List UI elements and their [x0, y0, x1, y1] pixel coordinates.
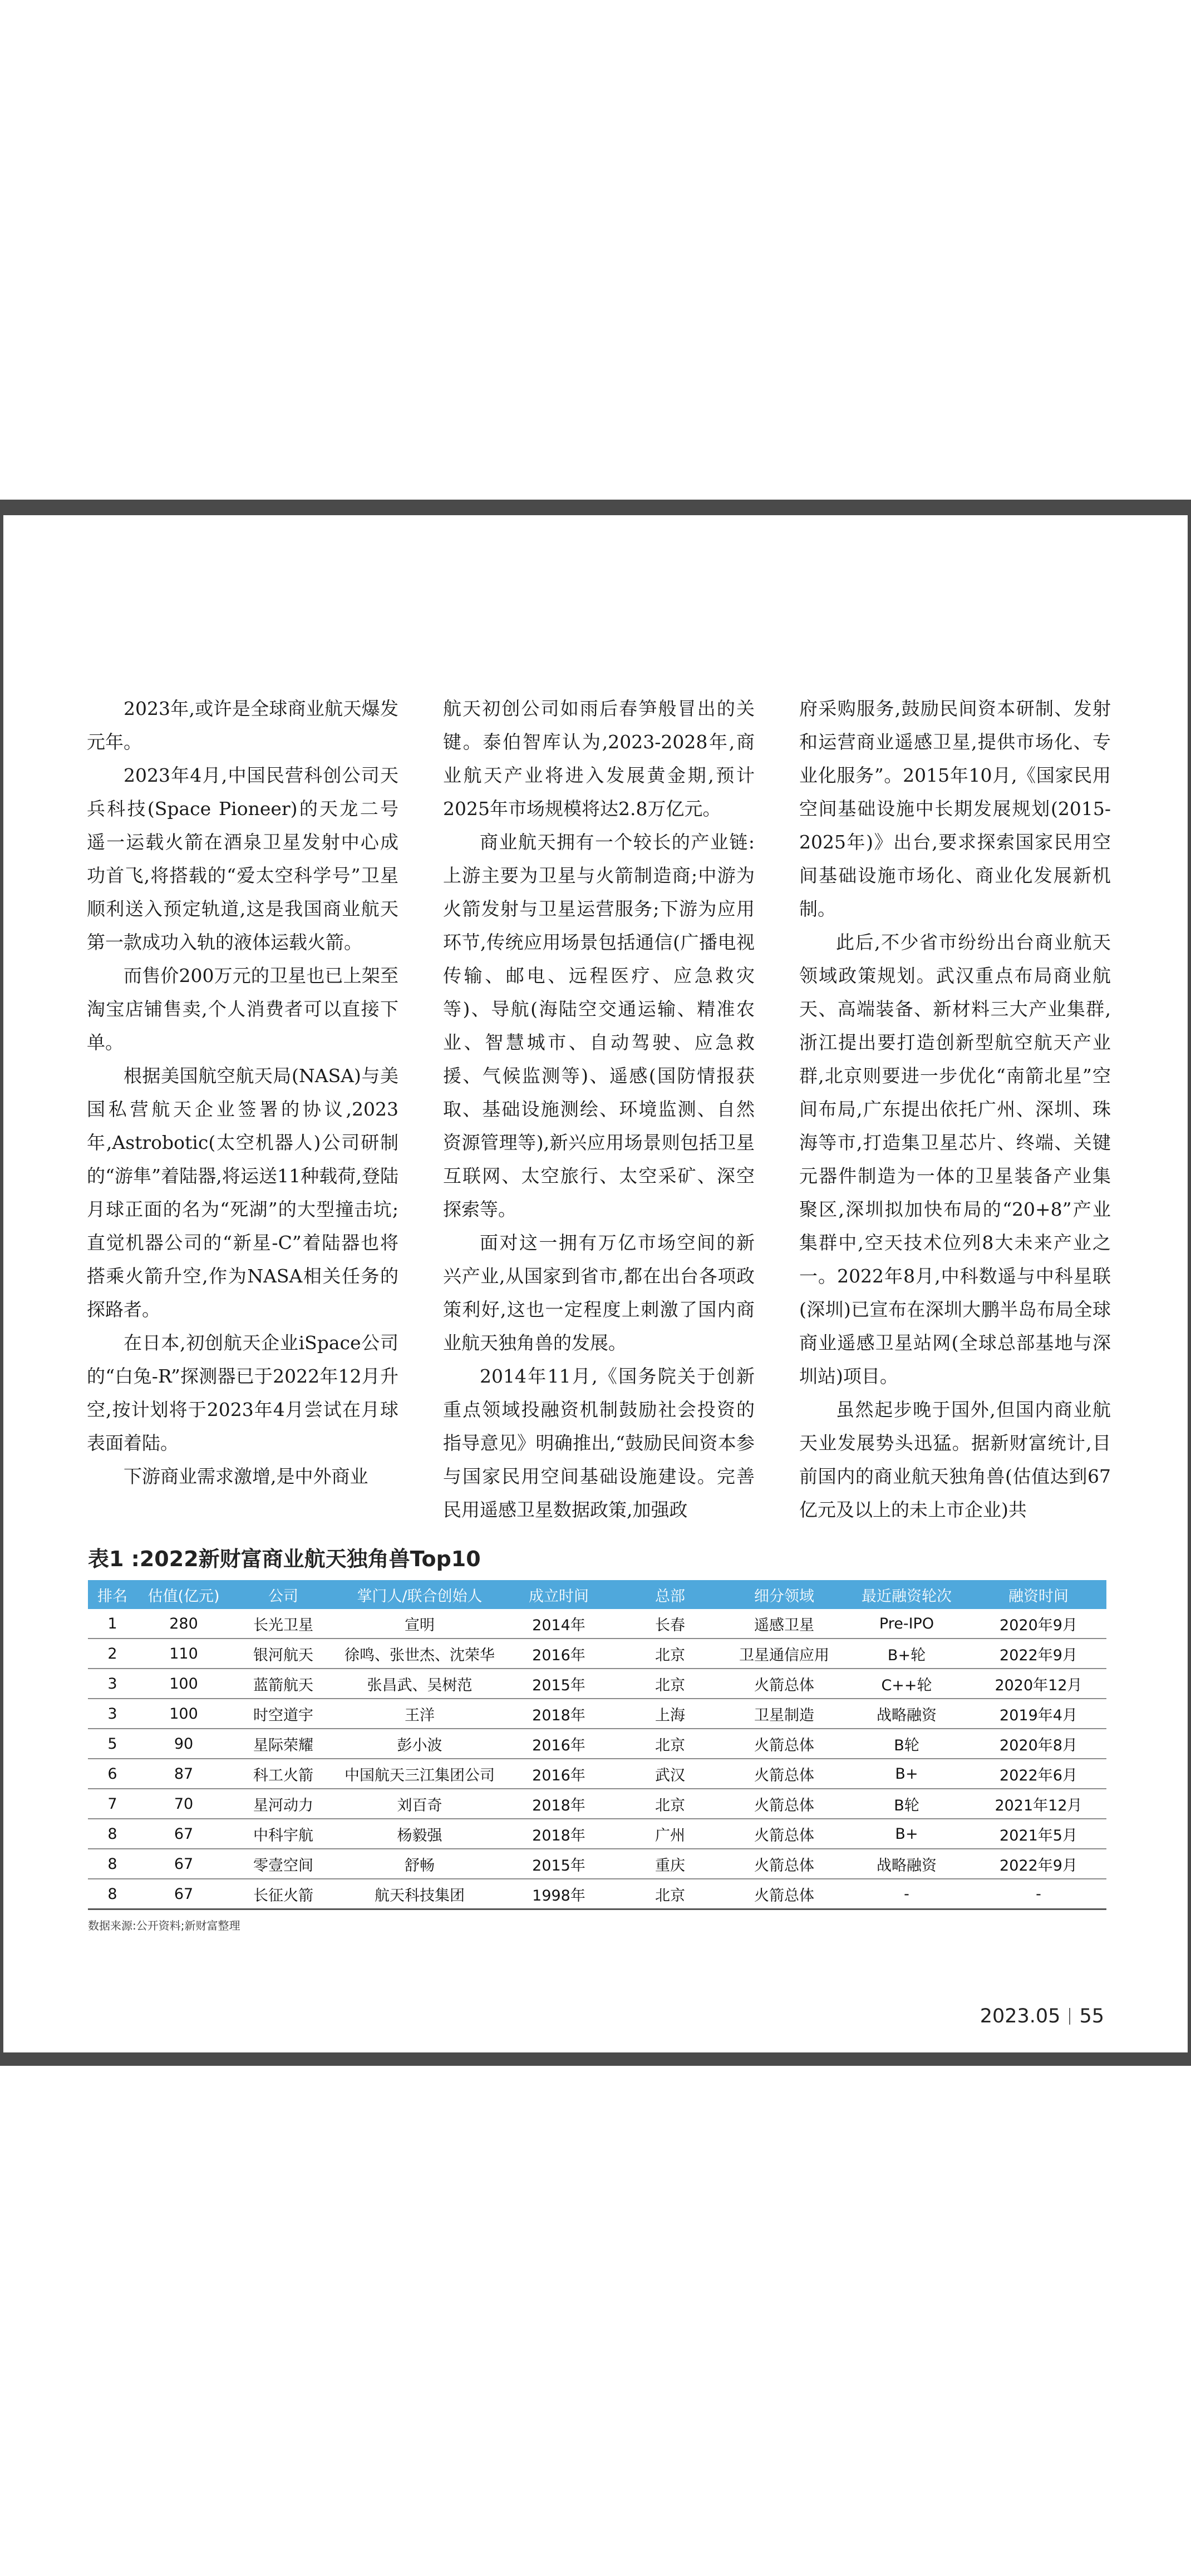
unicorn-table: [88, 1580, 1106, 1910]
cell-founder: 王洋: [336, 1699, 503, 1729]
cell-round: B+: [843, 1819, 971, 1849]
cell-company: 星河动力: [230, 1789, 336, 1819]
cell-date: 2020年8月: [971, 1729, 1106, 1759]
cell-rank: 3: [88, 1669, 137, 1699]
column-header: 估值(亿元): [137, 1580, 230, 1609]
table-row: [88, 1699, 1106, 1729]
cell-round: -: [843, 1879, 971, 1909]
paragraph: 2023年,或许是全球商业航天爆发元年。: [87, 698, 398, 753]
cell-segment: 卫星通信应用: [726, 1639, 843, 1669]
paragraph: 2014年11月,《国务院关于创新重点领域投融资机制鼓励社会投资的指导意见》明确推出,“鼓励民间资本参与国家民用空间基础设施建设。完善民用遥感卫星数据政策,加强政: [443, 1365, 755, 1521]
cell-valuation: 280: [137, 1609, 230, 1639]
cell-company: 银河航天: [230, 1639, 336, 1669]
table-row: [88, 1879, 1106, 1909]
article-column-1: [87, 692, 398, 1527]
cell-date: 2022年9月: [971, 1639, 1106, 1669]
paragraph: 根据美国航空航天局(NASA)与美国私营航天企业签署的协议,2023年,Astrobotic(太空机器人)公司研制的“游隼”着陆器,将运送11种载荷,登陆月球正面的名为“死湖”的大型撞击坑;直觉机器公司的“新星-C”着陆器也将搭乘火箭升空,作为NASA相关任务的探路者。: [87, 1065, 398, 1320]
cell-rank: 1: [88, 1609, 137, 1639]
column-header: 掌门人/联合创始人: [336, 1580, 503, 1609]
cell-hq: 北京: [614, 1789, 726, 1819]
cell-valuation: 90: [137, 1729, 230, 1759]
column-header: 公司: [230, 1580, 336, 1609]
cell-company: 星际荣耀: [230, 1729, 336, 1759]
cell-round: C++轮: [843, 1669, 971, 1699]
cell-rank: 8: [88, 1849, 137, 1879]
cell-hq: 北京: [614, 1729, 726, 1759]
page-number: 55: [1079, 2005, 1104, 2027]
cell-founded: 2016年: [503, 1759, 614, 1789]
cell-segment: 火箭总体: [726, 1789, 843, 1819]
cell-segment: 火箭总体: [726, 1849, 843, 1879]
cell-date: 2019年4月: [971, 1699, 1106, 1729]
cell-hq: 广州: [614, 1819, 726, 1849]
cell-company: 科工火箭: [230, 1759, 336, 1789]
paragraph: 航天初创公司如雨后春笋般冒出的关键。泰伯智库认为,2023-2028年,商业航天产业将进入发展黄金期,预计2025年市场规模将达2.8万亿元。: [443, 698, 755, 820]
article-body: [87, 692, 1111, 1527]
cell-date: -: [971, 1879, 1106, 1909]
cell-rank: 8: [88, 1819, 137, 1849]
cell-founded: 2018年: [503, 1819, 614, 1849]
cell-segment: 火箭总体: [726, 1819, 843, 1849]
column-header: 细分领域: [726, 1580, 843, 1609]
unicorn-table-block: [88, 1546, 1106, 1933]
cell-round: B+轮: [843, 1639, 971, 1669]
cell-founded: 2014年: [503, 1609, 614, 1639]
paragraph: 而售价200万元的卫星也已上架至淘宝店铺售卖,个人消费者可以直接下单。: [87, 965, 398, 1053]
cell-founder: 航天科技集团: [336, 1879, 503, 1909]
cell-valuation: 67: [137, 1849, 230, 1879]
cell-date: 2020年9月: [971, 1609, 1106, 1639]
cell-founder: 徐鸣、张世杰、沈荣华: [336, 1639, 503, 1669]
column-header: 成立时间: [503, 1580, 614, 1609]
paragraph: 下游商业需求激增,是中外商业: [124, 1465, 368, 1487]
cell-rank: 6: [88, 1759, 137, 1789]
cell-valuation: 70: [137, 1789, 230, 1819]
cell-founder: 杨毅强: [336, 1819, 503, 1849]
cell-date: 2022年9月: [971, 1849, 1106, 1879]
cell-hq: 重庆: [614, 1849, 726, 1879]
viewer-bottom-area: [0, 2066, 1191, 2576]
cell-date: 2021年12月: [971, 1789, 1106, 1819]
cell-hq: 上海: [614, 1699, 726, 1729]
cell-company: 零壹空间: [230, 1849, 336, 1879]
cell-valuation: 87: [137, 1759, 230, 1789]
cell-rank: 2: [88, 1639, 137, 1669]
table-row: [88, 1729, 1106, 1759]
cell-founder: 中国航天三江集团公司: [336, 1759, 503, 1789]
table-row: [88, 1639, 1106, 1669]
cell-round: B轮: [843, 1789, 971, 1819]
cell-company: 长征火箭: [230, 1879, 336, 1909]
table-row: [88, 1849, 1106, 1879]
issue-date: 2023.05: [980, 2005, 1061, 2027]
cell-company: 长光卫星: [230, 1609, 336, 1639]
paragraph: 面对这一拥有万亿市场空间的新兴产业,从国家到省市,都在出台各项政策利好,这也一定程度上刺激了国内商业航天独角兽的发展。: [443, 1232, 755, 1354]
cell-founder: 刘百奇: [336, 1789, 503, 1819]
paragraph: 2023年4月,中国民营科创公司天兵科技(Space Pioneer)的天龙二号遥一运载火箭在酒泉卫星发射中心成功首飞,将搭载的“爱太空科学号”卫星顺利送入预定轨道,这是我国商业航天第一款成功入轨的液体运载火箭。: [87, 764, 398, 953]
cell-rank: 7: [88, 1789, 137, 1819]
cell-hq: 北京: [614, 1879, 726, 1909]
cell-hq: 北京: [614, 1639, 726, 1669]
cell-segment: 卫星制造: [726, 1699, 843, 1729]
table-title: 表1 :2022新财富商业航天独角兽Top10: [88, 1547, 481, 1571]
cell-company: 蓝箭航天: [230, 1669, 336, 1699]
cell-valuation: 100: [137, 1669, 230, 1699]
cell-company: 中科宇航: [230, 1819, 336, 1849]
cell-segment: 火箭总体: [726, 1729, 843, 1759]
paragraph: 虽然起步晚于国外,但国内商业航天业发展势头迅猛。据新财富统计,目前国内的商业航天独角兽(估值达到67亿元及以上的未上市企业)共: [799, 1399, 1111, 1521]
cell-founder: 舒畅: [336, 1849, 503, 1879]
cell-date: 2021年5月: [971, 1819, 1106, 1849]
cell-founded: 2015年: [503, 1849, 614, 1879]
column-header: 总部: [614, 1580, 726, 1609]
page-folio: [980, 2005, 1104, 2027]
cell-rank: 8: [88, 1879, 137, 1909]
viewer-top-area: [0, 0, 1191, 500]
table-row: [88, 1609, 1106, 1639]
cell-hq: 长春: [614, 1609, 726, 1639]
cell-segment: 火箭总体: [726, 1759, 843, 1789]
magazine-page: [0, 500, 1191, 2066]
column-header: 融资时间: [971, 1580, 1106, 1609]
cell-round: Pre-IPO: [843, 1609, 971, 1639]
cell-date: 2022年6月: [971, 1759, 1106, 1789]
cell-round: 战略融资: [843, 1699, 971, 1729]
cell-segment: 遥感卫星: [726, 1609, 843, 1639]
paragraph: 在日本,初创航天企业iSpace公司的“白兔-R”探测器已于2022年12月升空,按计划将于2023年4月尝试在月球表面着陆。: [87, 1332, 398, 1454]
article-column-3: [799, 692, 1111, 1527]
table-source-note: 数据来源:公开资料;新财富整理: [88, 1919, 240, 1932]
cell-founder: 彭小波: [336, 1729, 503, 1759]
cell-segment: 火箭总体: [726, 1669, 843, 1699]
cell-hq: 武汉: [614, 1759, 726, 1789]
folio-divider: [1069, 2008, 1070, 2025]
cell-founded: 1998年: [503, 1879, 614, 1909]
cell-founder: 张昌武、吴树范: [336, 1669, 503, 1699]
paragraph: 此后,不少省市纷纷出台商业航天领域政策规划。武汉重点布局商业航天、高端装备、新材料三大产业集群,浙江提出要打造创新型航空航天产业群,北京则要进一步优化“南箭北星”空间布局,广东提出依托广州、深圳、珠海等市,打造集卫星芯片、终端、关键元器件制造为一体的卫星装备产业集聚区,深圳拟加快布局的“20+8”产业集群中,空天技术位列8大未来产业之一。2022年8月,中科数遥与中科星联(深圳)已宣布在深圳大鹏半岛布局全球商业遥感卫星站网(全球总部基地与深圳站)项目。: [799, 931, 1111, 1387]
table-row: [88, 1819, 1106, 1849]
cell-valuation: 110: [137, 1639, 230, 1669]
paragraph: 商业航天拥有一个较长的产业链:上游主要为卫星与火箭制造商;中游为火箭发射与卫星运营服务;下游为应用环节,传统应用场景包括通信(广播电视传输、邮电、远程医疗、应急救灾等)、导航(海陆空交通运输、精准农业、智慧城市、自动驾驶、应急救援、气候监测等)、遥感(国防情报获取、基础设施测绘、环境监测、自然资源管理等),新兴应用场景则包括卫星互联网、太空旅行、太空采矿、深空探索等。: [443, 831, 755, 1220]
column-header: 排名: [88, 1580, 137, 1609]
cell-segment: 火箭总体: [726, 1879, 843, 1909]
cell-founded: 2016年: [503, 1729, 614, 1759]
cell-round: 战略融资: [843, 1849, 971, 1879]
article-column-2: [443, 692, 755, 1527]
table-row: [88, 1669, 1106, 1699]
cell-valuation: 100: [137, 1699, 230, 1729]
paragraph: 府采购服务,鼓励民间资本研制、发射和运营商业遥感卫星,提供市场化、专业化服务”。2015年10月,《国家民用空间基础设施中长期发展规划(2015-2025年)》出台,要求探索国家民用空间基础设施市场化、商业化发展新机制。: [799, 698, 1111, 920]
cell-date: 2020年12月: [971, 1669, 1106, 1699]
cell-founded: 2018年: [503, 1699, 614, 1729]
cell-founded: 2016年: [503, 1639, 614, 1669]
cell-round: B+: [843, 1759, 971, 1789]
cell-company: 时空道宇: [230, 1699, 336, 1729]
cell-founded: 2015年: [503, 1669, 614, 1699]
table-row: [88, 1759, 1106, 1789]
cell-rank: 5: [88, 1729, 137, 1759]
cell-founded: 2018年: [503, 1789, 614, 1819]
cell-founder: 宣明: [336, 1609, 503, 1639]
cell-rank: 3: [88, 1699, 137, 1729]
table-row: [88, 1789, 1106, 1819]
cell-round: B轮: [843, 1729, 971, 1759]
cell-hq: 北京: [614, 1669, 726, 1699]
cell-valuation: 67: [137, 1879, 230, 1909]
cell-valuation: 67: [137, 1819, 230, 1849]
column-header: 最近融资轮次: [843, 1580, 971, 1609]
table-header-row: [88, 1580, 1106, 1609]
